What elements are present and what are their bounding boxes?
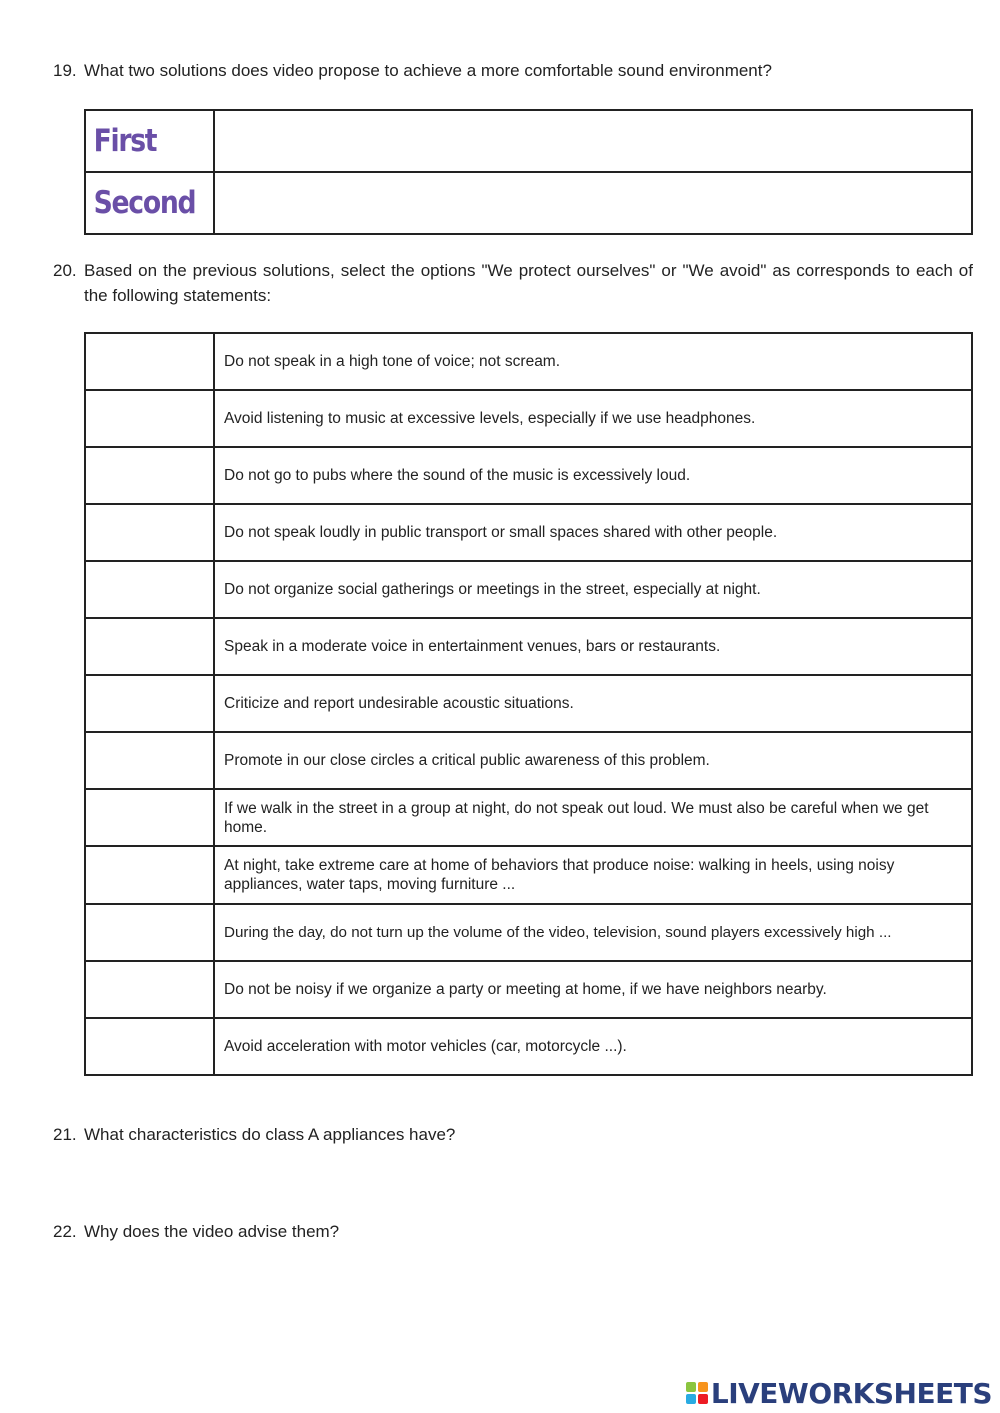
table-row [85, 1018, 972, 1075]
table-row [85, 789, 972, 846]
statement-text: Do not be noisy if we organize a party or meeting at home, if we have neighbors nearby. [214, 961, 972, 1018]
table-row [85, 904, 972, 961]
question-text: What characteristics do class A appliances have? [84, 1125, 456, 1144]
table-row [85, 333, 972, 390]
answer-field-second[interactable] [214, 172, 972, 234]
statement-text: Do not organize social gatherings or meetings in the street, especially at night. [214, 561, 972, 618]
solutions-table [84, 109, 973, 235]
option-select[interactable] [85, 618, 214, 675]
table-row [85, 961, 972, 1018]
statement-text: If we walk in the street in a group at night, do not speak out loud. We must also be careful when we get home. [214, 789, 972, 846]
option-select[interactable] [85, 333, 214, 390]
liveworksheets-logo [686, 1376, 992, 1410]
statement-text: Speak in a moderate voice in entertainment venues, bars or restaurants. [214, 618, 972, 675]
table-row [85, 504, 972, 561]
option-select[interactable] [85, 789, 214, 846]
table-row [85, 846, 972, 904]
option-select[interactable] [85, 846, 214, 904]
statement-text: Avoid listening to music at excessive levels, especially if we use headphones. [214, 390, 972, 447]
table-row [85, 675, 972, 732]
option-select[interactable] [85, 447, 214, 504]
table-row [85, 561, 972, 618]
logo-square-blue [686, 1394, 696, 1404]
logo-text: LIVEWORKSHEETS [710, 1376, 992, 1410]
question-number: 22. [53, 1222, 77, 1241]
statement-text: During the day, do not turn up the volume of the video, television, sound players excessively high ... [214, 904, 972, 961]
question-text: Based on the previous solutions, select the options "We protect ourselves" or "We avoid" as corresponds to each of the following statements: [84, 261, 973, 305]
table-row [85, 447, 972, 504]
logo-square-green [686, 1382, 696, 1392]
statement-text: Promote in our close circles a critical public awareness of this problem. [214, 732, 972, 789]
question-text: Why does the video advise them? [84, 1222, 340, 1241]
option-select[interactable] [85, 732, 214, 789]
logo-square-red [698, 1394, 708, 1404]
option-select[interactable] [85, 904, 214, 961]
question-19 [53, 58, 973, 83]
row-label-second: Second [85, 172, 196, 234]
statement-text: Criticize and report undesirable acoustic situations. [214, 675, 972, 732]
row-label-first: First [85, 110, 196, 172]
question-22 [53, 1219, 973, 1244]
statement-text: At night, take extreme care at home of behaviors that produce noise: walking in heels, using noisy appliances, water taps, moving furniture ... [214, 846, 972, 904]
statement-text: Do not speak in a high tone of voice; not scream. [214, 333, 972, 390]
statement-text: Avoid acceleration with motor vehicles (car, motorcycle ...). [214, 1018, 972, 1075]
option-select[interactable] [85, 390, 214, 447]
option-select[interactable] [85, 561, 214, 618]
table-row [85, 390, 972, 447]
logo-square-orange [698, 1382, 708, 1392]
question-number: 20. [53, 261, 77, 280]
table-row [85, 110, 972, 172]
liveworksheets-logo-icon [686, 1382, 708, 1404]
table-row [85, 172, 972, 234]
statement-text: Do not speak loudly in public transport or small spaces shared with other people. [214, 504, 972, 561]
statements-table [84, 332, 973, 1076]
option-select[interactable] [85, 1018, 214, 1075]
question-number: 21. [53, 1125, 77, 1144]
table-row [85, 618, 972, 675]
option-select[interactable] [85, 675, 214, 732]
question-21 [53, 1122, 973, 1147]
question-20 [53, 258, 973, 308]
answer-field-first[interactable] [214, 110, 972, 172]
option-select[interactable] [85, 504, 214, 561]
question-text: What two solutions does video propose to achieve a more comfortable sound environment? [84, 61, 772, 80]
table-row [85, 732, 972, 789]
statement-text: Do not go to pubs where the sound of the music is excessively loud. [214, 447, 972, 504]
question-number: 19. [53, 61, 77, 80]
option-select[interactable] [85, 961, 214, 1018]
